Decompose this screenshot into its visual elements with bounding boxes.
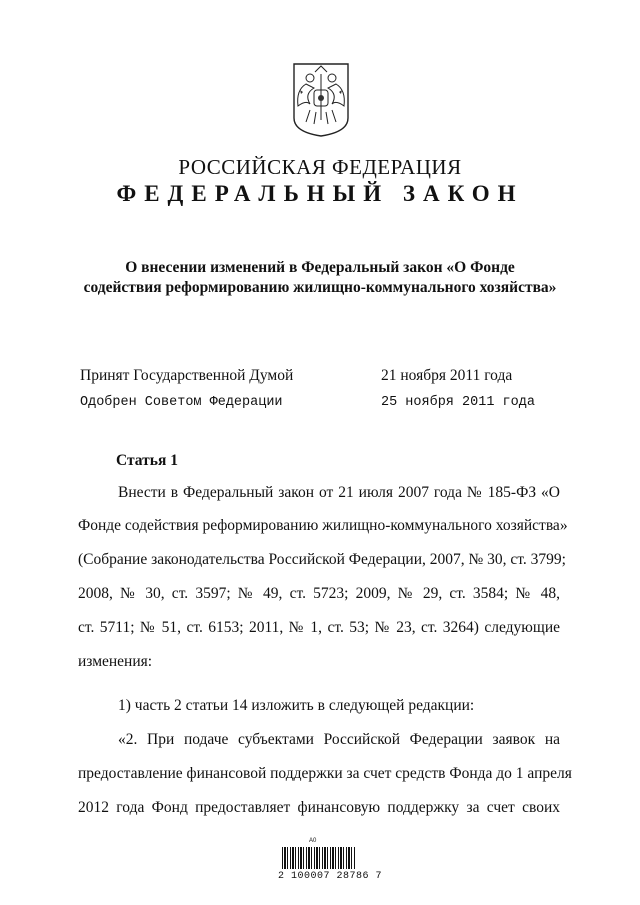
article-heading: Статья 1 [116, 452, 178, 469]
article-text-line: изменения: [78, 653, 153, 670]
article-text-line: 1) часть 2 статьи 14 изложить в следующей редакции: [118, 697, 475, 714]
barcode-number: 2 100007 28786 7 [278, 871, 383, 882]
law-title-line-2: содействия реформированию жилищно-коммунального хозяйства» [83, 279, 557, 296]
law-title [60, 258, 580, 298]
adoption-date: 21 ноября 2011 года [381, 367, 513, 384]
coat-of-arms-icon [288, 60, 354, 138]
adoption-date: 25 ноября 2011 года [381, 395, 535, 410]
article-text-line: предоставление финансовой поддержки за счет средств Фонда до 1 апреля [78, 765, 572, 782]
article-text-line: Фонде содействия реформированию жилищно-коммунального хозяйства» [78, 517, 568, 534]
barcode-bars [282, 847, 356, 869]
article-text-line: «2. При подаче субъектами Российской Федерации заявок на [118, 731, 560, 748]
article-text-line: 2012 года Фонд предоставляет финансовую поддержку за счет своих [78, 799, 560, 816]
article-text-line: (Собрание законодательства Российской Федерации, 2007, № 30, ст. 3799; [78, 551, 566, 568]
barcode [282, 838, 356, 868]
barcode-mark: A0 [309, 838, 317, 844]
adoption-body: Принят Государственной Думой [80, 367, 294, 384]
article-text-line: 2008, № 30, ст. 3597; № 49, ст. 5723; 2009, № 29, ст. 3584; № 48, [78, 585, 560, 602]
country-title: РОССИЙСКАЯ ФЕДЕРАЦИЯ [178, 155, 462, 179]
adoption-body: Одобрен Советом Федерации [80, 395, 283, 410]
law-title-line-1: О внесении изменений в Федеральный закон «О Фонде [125, 259, 515, 276]
article-text-line: ст. 5711; № 51, ст. 6153; 2011, № 1, ст. 53; № 23, ст. 3264) следующие [78, 619, 560, 636]
article-text-line: Внести в Федеральный закон от 21 июля 2007 года № 185-ФЗ «О [118, 484, 560, 501]
document-type-title: ФЕДЕРАЛЬНЫЙ ЗАКОН [116, 181, 524, 206]
